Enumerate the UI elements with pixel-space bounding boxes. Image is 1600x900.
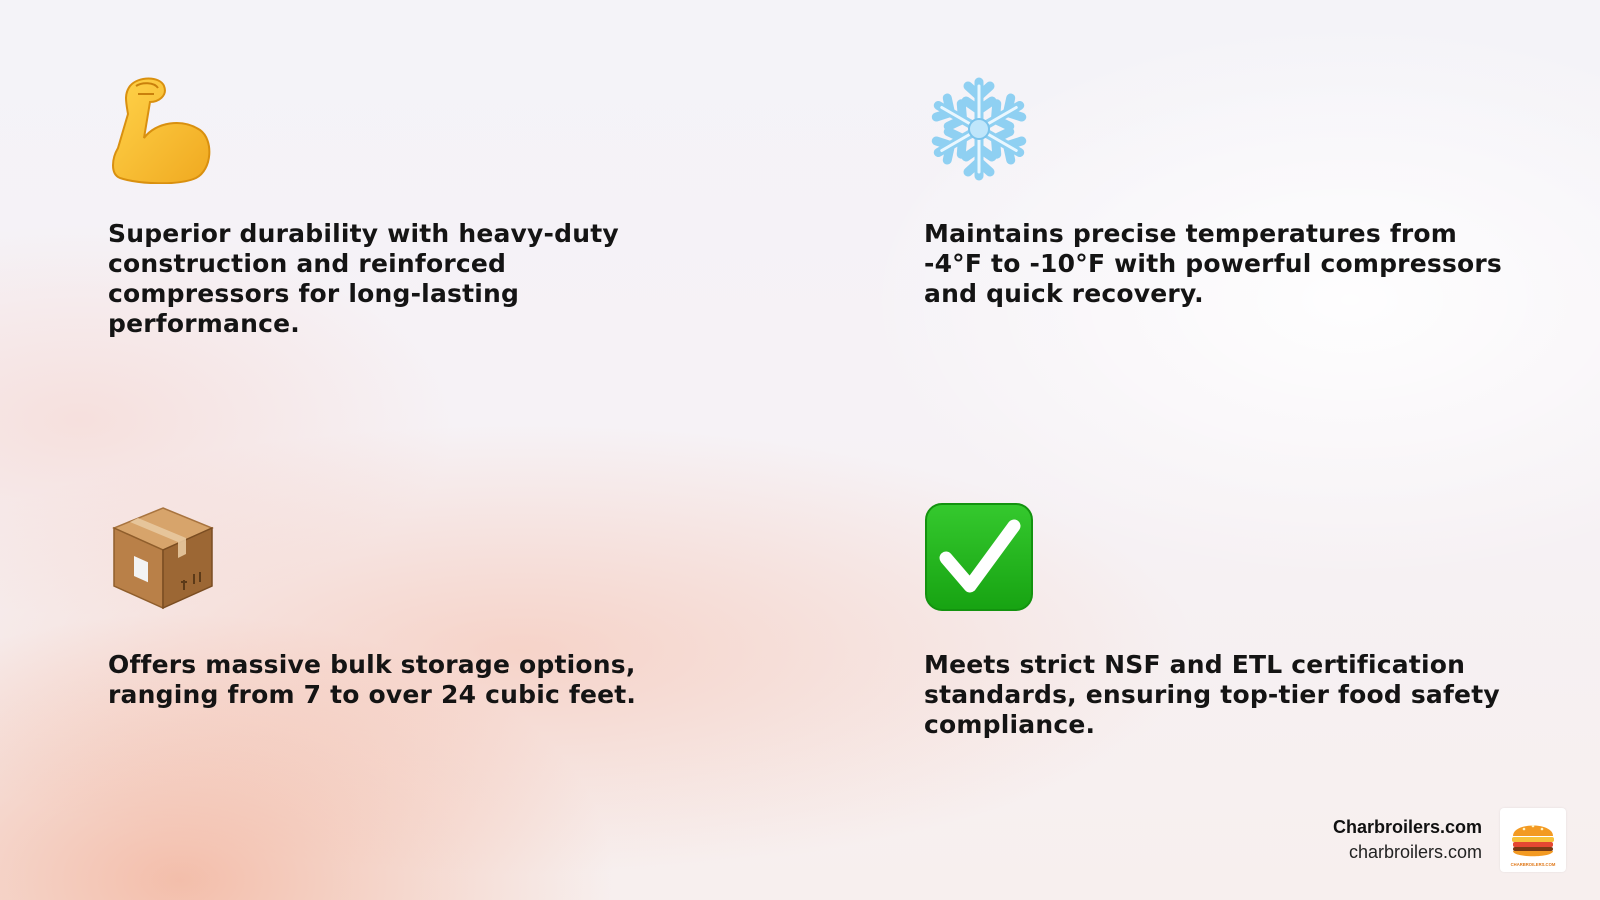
feature-text-temperature: Maintains precise temperatures from -4°F to -10°F with powerful compressors and quick recovery. xyxy=(924,219,1503,308)
feature-card-durability xyxy=(108,74,688,338)
feature-text-durability: Superior durability with heavy-duty construction and reinforced compressors for long-lasting performance. xyxy=(108,219,619,338)
brand-block xyxy=(1333,815,1482,865)
brand-logo xyxy=(1500,808,1566,872)
brand-url[interactable]: charbroilers.com xyxy=(1348,842,1482,862)
brand-name: Charbroilers.com xyxy=(1332,817,1482,837)
feature-text-storage: Offers massive bulk storage options, ranging from 7 to over 24 cubic feet. xyxy=(108,650,637,709)
feature-card-temperature xyxy=(924,74,1504,308)
snowflake-icon xyxy=(924,74,1034,184)
burger-logo-icon xyxy=(1500,808,1566,872)
logo-caption: CHARBROILERS.COM xyxy=(1510,862,1556,867)
flexed-biceps-icon xyxy=(108,74,218,184)
feature-card-storage xyxy=(108,502,688,709)
feature-text-certification: Meets strict NSF and ETL certification standards, ensuring top-tier food safety compliance. xyxy=(924,650,1500,739)
check-mark-button-icon xyxy=(924,502,1034,612)
feature-card-certification xyxy=(924,502,1504,739)
package-icon xyxy=(108,502,218,612)
